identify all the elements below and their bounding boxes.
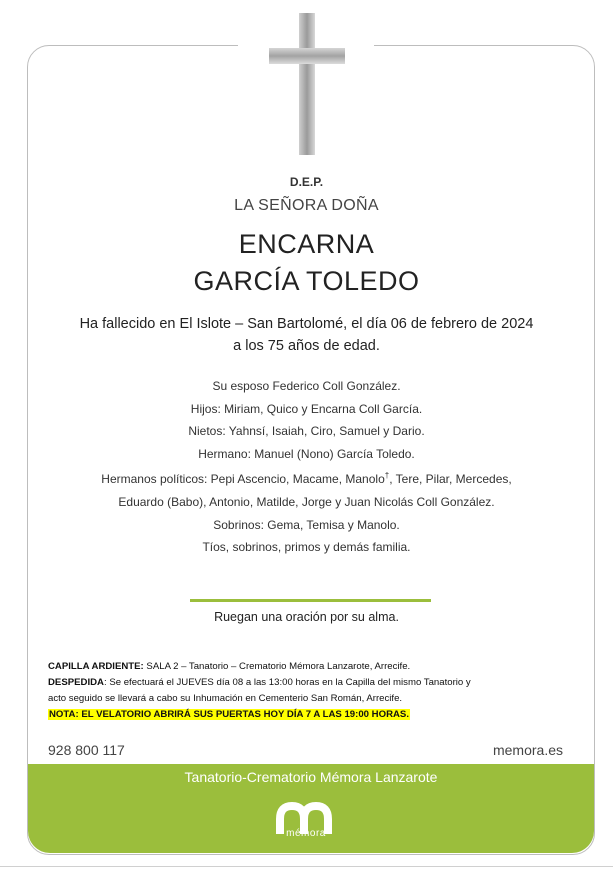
memora-logo-text: mémora	[286, 828, 326, 839]
phone-number[interactable]: 928 800 117	[48, 742, 125, 758]
highlight-note: NOTA: EL VELATORIO ABRIRÁ SUS PUERTAS HOY DÍA 7 A LAS 19:00 HORAS.	[49, 709, 409, 720]
family-children: Hijos: Miriam, Quico y Encarna Coll García.	[190, 401, 423, 416]
deceased-surnames: GARCÍA TOLEDO	[193, 266, 420, 296]
honorific-title: LA SEÑORA DOÑA	[234, 197, 379, 214]
despedida-line-2: acto seguido se llevará a cabo su Inhumación en Cementerio San Román, Arrecife.	[48, 693, 403, 704]
family-grandchildren: Nietos: Yahnsí, Isaiah, Ciro, Samuel y Dario.	[188, 424, 425, 439]
family-others: Tíos, sobrinos, primos y demás familia.	[202, 540, 411, 555]
death-place-date: Ha fallecido en El Islote – San Bartolomé, el día 06 de febrero de 2024	[79, 316, 534, 332]
dagger-mark: †	[384, 471, 390, 481]
dep-label: D.E.P.	[289, 175, 324, 189]
service-notes	[48, 659, 568, 723]
deceased-first-name: ENCARNA	[238, 229, 375, 259]
death-age: a los 75 años de edad.	[233, 338, 380, 354]
green-divider	[190, 599, 431, 602]
family-list	[0, 375, 613, 559]
website-link[interactable]: memora.es	[492, 742, 563, 758]
family-brother: Hermano: Manuel (Nono) García Toledo.	[198, 446, 415, 461]
cross-icon	[269, 13, 345, 155]
despedida-line: DESPEDIDA: Se efectuará el JUEVES día 08 a las 13:00 horas en la Capilla del mismo Tanatorio y	[48, 677, 471, 688]
footer-band	[28, 764, 594, 853]
family-spouse: Su esposo Federico Coll González.	[212, 379, 401, 393]
prayer-text: Ruegan una oración por su alma.	[214, 610, 399, 624]
capilla-line: CAPILLA ARDIENTE: SALA 2 – Tanatorio – Crematorio Mémora Lanzarote, Arrecife.	[48, 661, 411, 672]
family-inlaws-cont: Eduardo (Babo), Antonio, Matilde, Jorge y Juan Nicolás Coll González.	[118, 494, 495, 509]
footer-title: Tanatorio-Crematorio Mémora Lanzarote	[184, 769, 438, 785]
family-inlaws: Hermanos políticos: Pepi Ascencio, Macame, Manolo†, Tere, Pilar, Mercedes,	[101, 471, 512, 487]
bottom-rule	[0, 866, 613, 867]
family-nephews: Sobrinos: Gema, Temisa y Manolo.	[213, 517, 400, 532]
